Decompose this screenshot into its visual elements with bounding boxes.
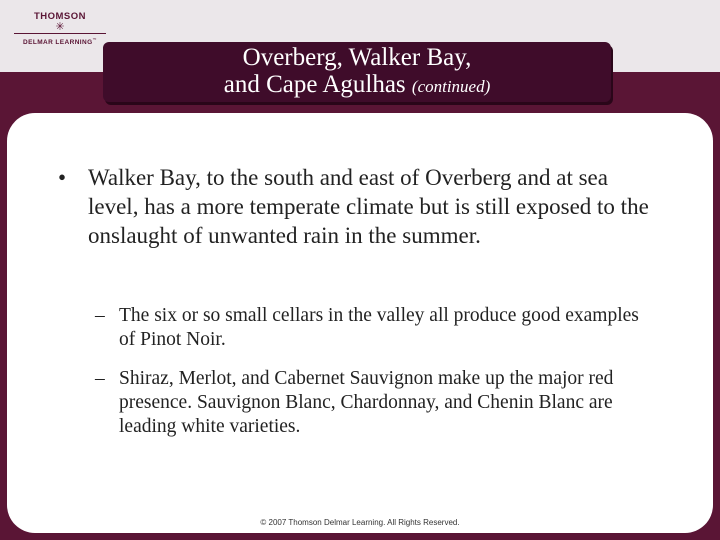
title-continued: (continued) xyxy=(411,77,491,96)
title-line-2 xyxy=(103,71,611,101)
sub-bullet-marker: – xyxy=(95,305,105,326)
logo-star-icon: ✳ xyxy=(55,21,65,33)
sub-bullet-marker: – xyxy=(95,368,105,389)
title-line-2-text: and Cape Agulhas xyxy=(223,71,406,98)
slide-title xyxy=(103,42,611,102)
bullet-marker: • xyxy=(58,165,67,190)
bullet-text: Walker Bay, to the south and east of Overberg and at sea level, has a more temperate climate but is still exposed to the onslaught of unwanted rain in the summer. xyxy=(88,165,649,248)
sub-bullet-text: Shiraz, Merlot, and Cabernet Sauvignon make up the major red presence. Sauvignon Blanc, Chardonnay, and Chenin Blanc are leading white varieties. xyxy=(119,368,614,437)
title-line-1: Overberg, Walker Bay, xyxy=(242,44,472,71)
copyright-footer: © 2007 Thomson Delmar Learning. All Rights Reserved. xyxy=(260,518,460,527)
sub-bullet-text: The six or so small cellars in the valley all produce good examples of Pinot Noir. xyxy=(119,305,639,350)
logo-top-text: THOMSON xyxy=(33,11,87,22)
logo-bottom-text xyxy=(14,33,106,47)
logo-bottom-label: DELMAR LEARNING xyxy=(23,39,93,47)
publisher-logo xyxy=(14,12,106,50)
logo-trademark: ™ xyxy=(92,37,97,42)
